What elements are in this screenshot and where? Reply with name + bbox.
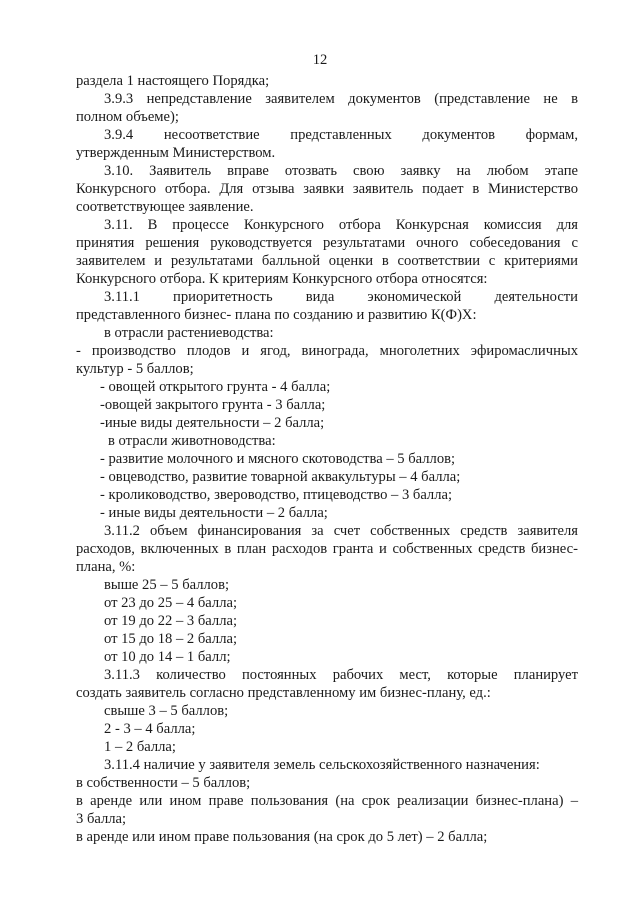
text-line: 3.9.3 непредставление заявителем документов (представление не в xyxy=(104,91,578,107)
text-line: в аренде или ином праве пользования (на срок реализации бизнес-плана) – xyxy=(76,793,578,809)
text-line: культур - 5 баллов; xyxy=(76,361,194,377)
text-line: 3.11.2 объем финансирования за счет собственных средств заявителя xyxy=(104,523,578,539)
text-line: от 19 до 22 – 3 балла; xyxy=(104,613,238,629)
text-line: 2 - 3 – 4 балла; xyxy=(104,721,196,737)
text-line: 3.9.4 несоответствие представленных документов формам, xyxy=(104,127,578,143)
text-line: 3.11. В процессе Конкурсного отбора Конкурсная комиссия для xyxy=(104,217,578,233)
text-line: 3.11.1 приоритетность вида экономической деятельности xyxy=(104,289,578,305)
text-line: 3 балла; xyxy=(76,811,127,827)
text-line: раздела 1 настоящего Порядка; xyxy=(76,73,270,89)
text-line: в аренде или ином праве пользования (на срок до 5 лет) – 2 балла; xyxy=(76,829,488,845)
text-line: 3.10. Заявитель вправе отозвать свою заявку на любом этапе xyxy=(104,163,578,179)
text-line: Конкурсного отбора. К критериям Конкурсного отбора относятся: xyxy=(76,271,488,287)
text-line: - производство плодов и ягод, винограда, многолетних эфиромасличных xyxy=(76,343,578,359)
text-line: выше 25 – 5 баллов; xyxy=(104,577,230,593)
text-line: в отрасли растениеводства: xyxy=(104,325,274,341)
text-line: -иные виды деятельности – 2 балла; xyxy=(100,415,325,431)
text-line: от 10 до 14 – 1 балл; xyxy=(104,649,231,665)
text-line: 1 – 2 балла; xyxy=(104,739,176,755)
text-line: - кролиководство, звероводство, птицеводство – 3 балла; xyxy=(100,487,453,503)
text-line: Конкурсного отбора. Для отзыва заявки заявитель подает в Министерство xyxy=(76,181,578,197)
text-line: заявителем и результатами балльной оценки в соответствии с критериями xyxy=(76,253,578,269)
text-line: представленного бизнес- плана по созданию и развитию К(Ф)Х: xyxy=(76,307,477,323)
text-line: создать заявитель согласно представленному им бизнес-плану, ед.: xyxy=(76,685,491,701)
text-line: - иные виды деятельности – 2 балла; xyxy=(100,505,328,521)
text-line: - овощей открытого грунта - 4 балла; xyxy=(100,379,331,395)
page-number: 12 xyxy=(312,52,328,68)
text-line: утвержденным Министерством. xyxy=(76,145,276,161)
text-line: полном объеме); xyxy=(76,109,179,125)
text-line: - развитие молочного и мясного скотоводства – 5 баллов; xyxy=(100,451,456,467)
text-line: соответствующее заявление. xyxy=(76,199,254,215)
text-line: -овощей закрытого грунта - 3 балла; xyxy=(100,397,326,413)
text-line: от 15 до 18 – 2 балла; xyxy=(104,631,238,647)
text-line: от 23 до 25 – 4 балла; xyxy=(104,595,238,611)
text-line: 3.11.3 количество постоянных рабочих мест, которые планирует xyxy=(104,667,578,683)
text-line: свыше 3 – 5 баллов; xyxy=(104,703,229,719)
text-line: расходов, включенных в план расходов гранта и собственных средств бизнес- xyxy=(76,541,578,557)
text-line: принятия решения руководствуется результатами очного собеседования с xyxy=(76,235,578,251)
text-line: - овцеводство, развитие товарной аквакультуры – 4 балла; xyxy=(100,469,461,485)
text-line: плана, %: xyxy=(76,559,136,575)
text-line: в отрасли животноводства: xyxy=(108,433,276,449)
text-line: 3.11.4 наличие у заявителя земель сельскохозяйственного назначения: xyxy=(104,757,540,773)
text-line: в собственности – 5 баллов; xyxy=(76,775,251,791)
